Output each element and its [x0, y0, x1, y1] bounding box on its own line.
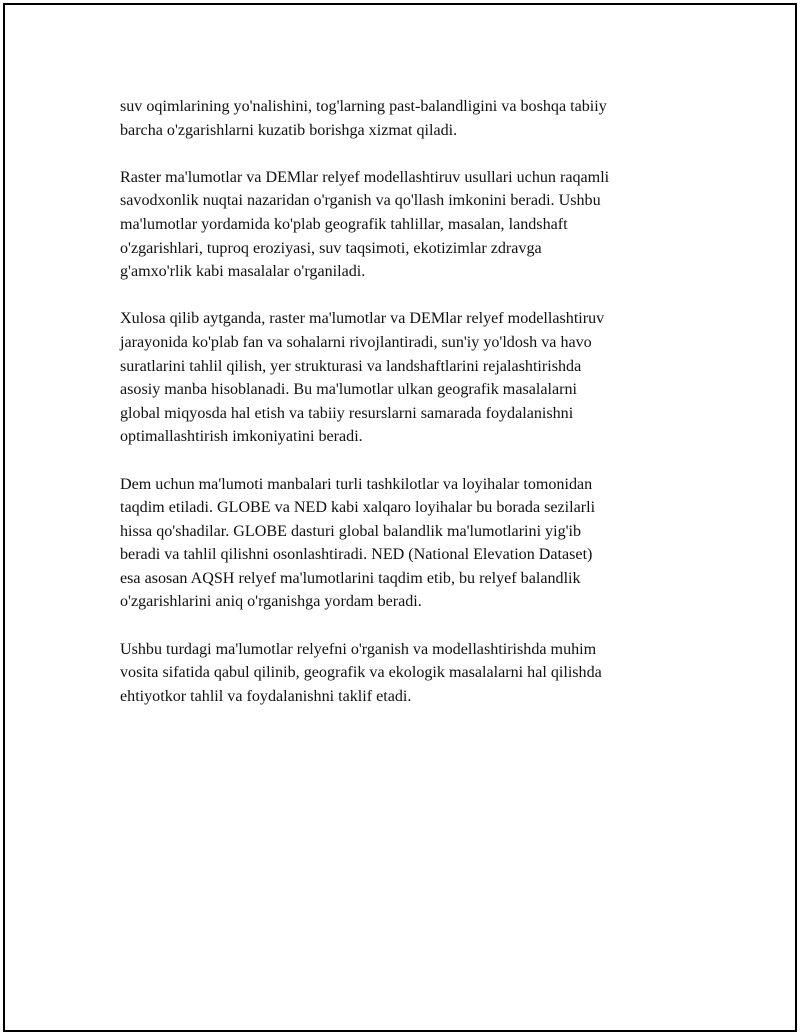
text-line: beradi va tahlil qilishni osonlashtiradi. NED (National Elevation Dataset) [120, 546, 593, 564]
text-line: optimallashtirish imkoniyatini beradi. [120, 428, 363, 446]
text-line: asosiy manba hisoblanadi. Bu ma'lumotlar ulkan geografik masalalarni [120, 381, 577, 399]
text-line: suv oqimlarining yo'nalishini, tog'larning past-balandligini va boshqa tabiiy [120, 98, 607, 115]
text-line: o'zgarishlari, tuproq eroziyasi, suv taqsimoti, ekotizimlar zdravga [120, 239, 542, 257]
paragraph-4 [120, 473, 700, 615]
paragraph-5 [120, 638, 700, 709]
text-line: esa asosan AQSH relyef ma'lumotlarini taqdim etib, bu relyef balandlik [120, 569, 581, 587]
paragraph-1 [120, 95, 700, 142]
document-page [3, 3, 797, 1032]
text-line: global miqyosda hal etish va tabiiy resurslarni samarada foydalanishni [120, 404, 574, 422]
text-line: barcha o'zgarishlarni kuzatib borishga xizmat qiladi. [120, 121, 458, 139]
text-line: suratlarini tahlil qilish, yer strukturasi va landshaftlarini rejalashtirishda [120, 357, 582, 375]
paragraph-2 [120, 166, 700, 284]
text-line: g'amxo'rlik kabi masalalar o'rganiladi. [120, 263, 366, 281]
text-line: taqdim etiladi. GLOBE va NED kabi xalqaro loyihalar bu borada sezilarli [120, 499, 596, 517]
text-line: Dem uchun ma'lumoti manbalari turli tashkilotlar va loyihalar tomonidan [120, 475, 593, 493]
text-line: ma'lumotlar yordamida ko'plab geografik tahlillar, masalan, landshaft [120, 215, 568, 233]
text-line: ehtiyotkor tahlil va foydalanishni taklif etadi. [120, 687, 412, 705]
text-line: Raster ma'lumotlar va DEMlar relyef modellashtiruv usullari uchun raqamli [120, 168, 610, 186]
document-body [120, 95, 700, 732]
text-line: hissa qo'shadilar. GLOBE dasturi global balandlik ma'lumotlarini yig'ib [120, 522, 582, 540]
text-line: o'zgarishlarini aniq o'rganishga yordam beradi. [120, 593, 422, 611]
text-line: Xulosa qilib aytganda, raster ma'lumotlar va DEMlar relyef modellashtiruv [120, 310, 605, 328]
text-line: savodxonlik nuqtai nazaridan o'rganish va qo'llash imkonini beradi. Ushbu [120, 192, 601, 210]
paragraph-3 [120, 307, 700, 449]
text-line: Ushbu turdagi ma'lumotlar relyefni o'rganish va modellashtirishda muhim [120, 640, 597, 658]
text-line: jarayonida ko'plab fan va sohalarni rivojlantiradi, sun'iy yo'ldosh va havo [120, 333, 592, 351]
text-line: vosita sifatida qabul qilinib, geografik va ekologik masalalarni hal qilishda [120, 664, 602, 682]
